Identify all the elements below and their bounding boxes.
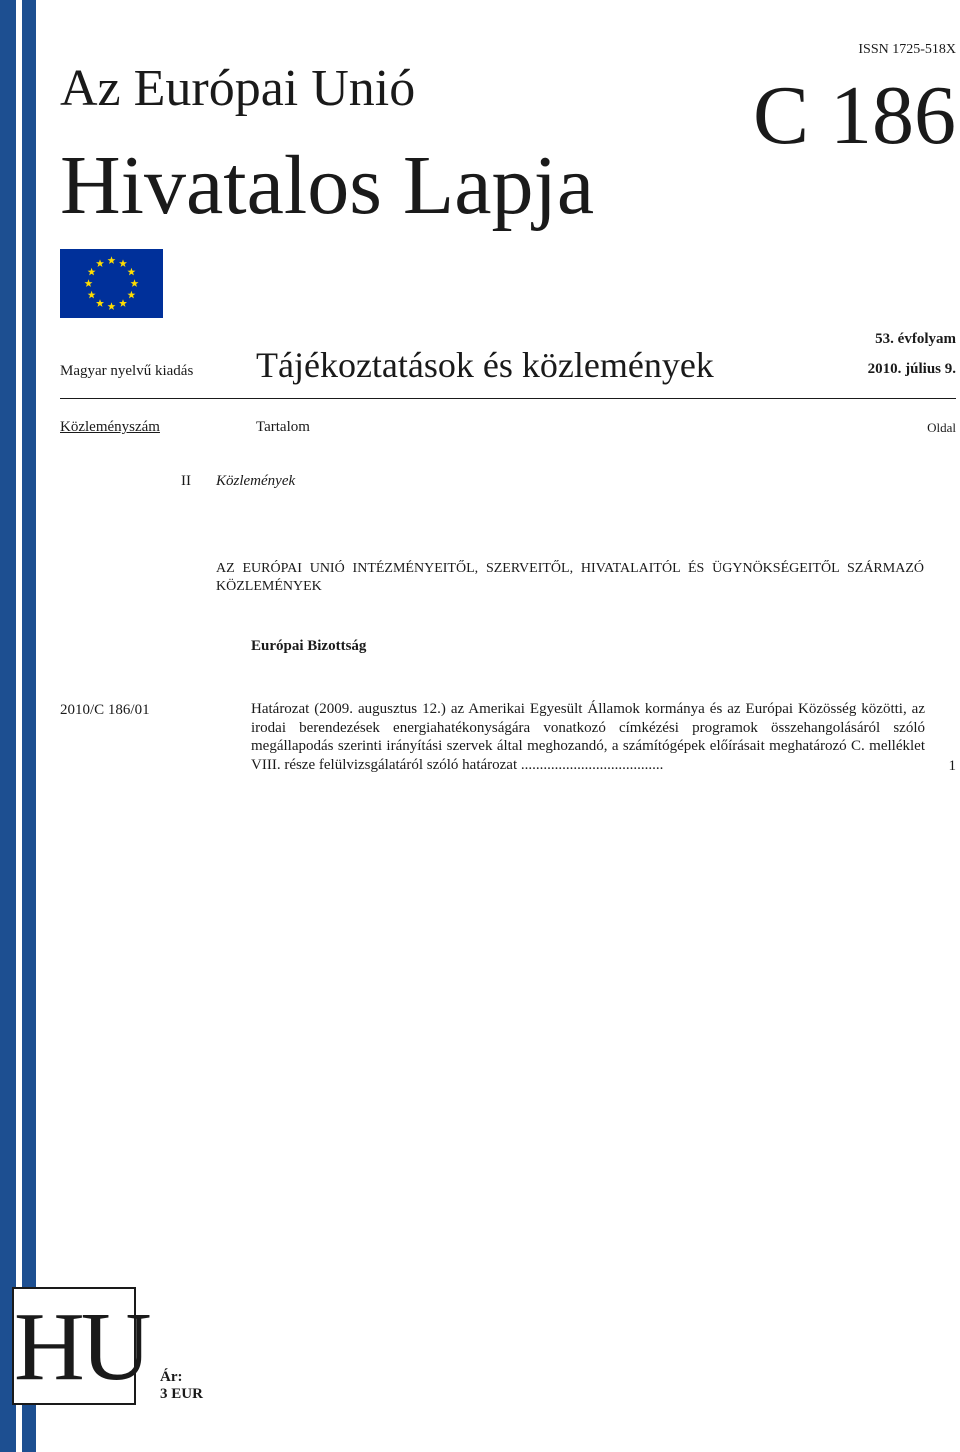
price-label: Ár: [160,1369,183,1385]
issue-number: C 186 [752,69,956,162]
language-code-box [12,1287,148,1405]
left-blue-bar-inner [22,0,36,1452]
volume: 53. évfolyam [875,331,956,347]
star-icon [131,279,139,287]
star-icon [119,299,127,307]
star-icon [127,268,135,276]
column-header-page: Oldal [927,420,956,435]
issn: ISSN 1725-518X [858,42,956,57]
column-header-number: Közleményszám [60,419,160,435]
part-numeral: II [181,473,191,489]
star-icon [96,259,104,267]
eu-stars [60,249,163,318]
header-rule [60,398,956,399]
left-blue-bar-outer [0,0,16,1452]
entry-text-body: Határozat (2009. augusztus 12.) az Amerikai Egyesült Államok kormánya és az Európai Közösség közötti, az irodai berendezések energiahatékonyságára vonatkozó címkézési programok összehangolásáról szóló megállapodás szerinti irányítási szervek által meghozandó, a számítógépek előírásait meghatározó C. melléklet VIII. része felülvizsgálatáról szóló határozat [251,701,925,773]
star-icon [127,291,135,299]
section-title: Tájékoztatások és közlemények [256,345,714,385]
issue-date: 2010. július 9. [867,361,956,377]
eu-flag-icon [60,249,163,318]
star-icon [119,259,127,267]
price-value: 3 EUR [160,1386,203,1402]
entry-number: 2010/C 186/01 [60,702,150,718]
entry-page: 1 [948,758,956,774]
column-header-contents: Tartalom [256,419,310,435]
edition-label: Magyar nyelvű kiadás [60,363,194,379]
star-icon [88,291,96,299]
entry-text[interactable] [251,700,925,774]
star-icon [88,268,96,276]
institutions-heading: AZ EURÓPAI UNIÓ INTÉZMÉNYEITŐL, SZERVEITŐL, HIVATALAITÓL ÉS ÜGYNÖKSÉGEITŐL SZÁRMAZÓ KÖZLEMÉNYEK [216,561,924,594]
masthead-line2: Hivatalos Lapja [60,139,595,232]
masthead-line1: Az Európai Unió [60,60,416,117]
star-icon [85,279,93,287]
entry-leader-dots: ...................................... [520,756,664,773]
star-icon [96,299,104,307]
part-title: Közlemények [216,473,296,489]
star-icon [108,302,116,310]
commission-heading: Európai Bizottság [251,638,367,654]
star-icon [108,256,116,264]
language-code: HU [14,1293,148,1401]
